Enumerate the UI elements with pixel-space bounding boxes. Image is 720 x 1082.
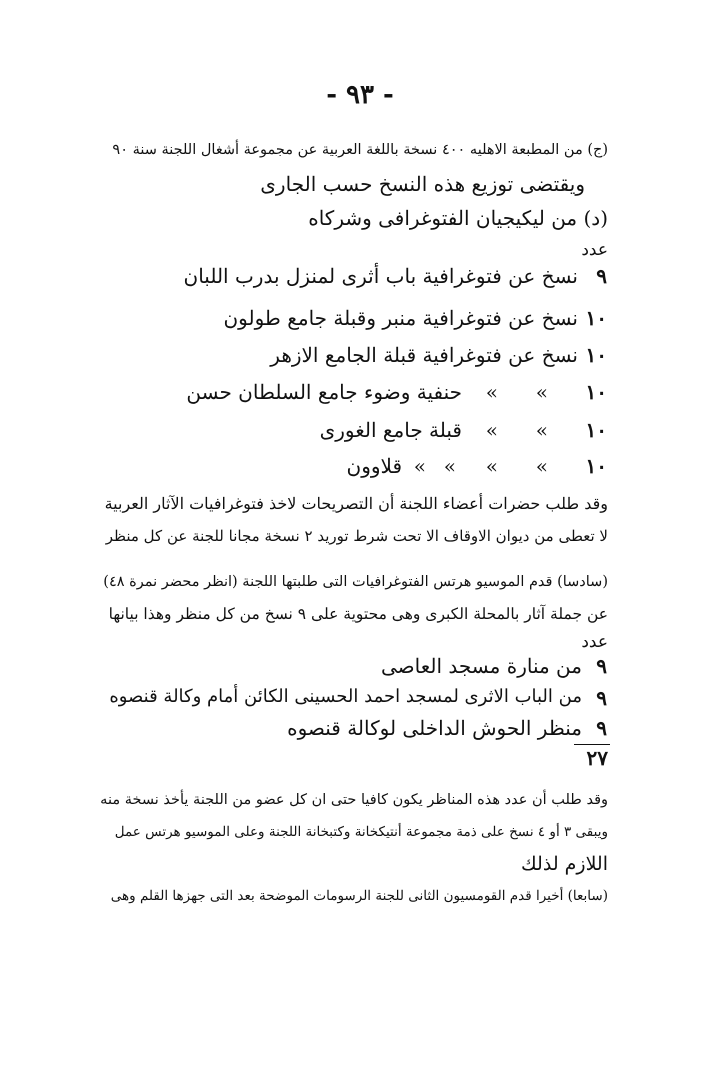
list-item-number: ٩ xyxy=(596,686,607,710)
ditto-mark: « xyxy=(485,454,498,478)
count-label-1: عدد xyxy=(581,240,608,260)
ditto-mark: « xyxy=(535,380,548,404)
total-rule xyxy=(574,744,610,745)
list-item-number: ١٠ xyxy=(585,306,607,330)
section-j-line-1: (ج) من المطبعة الاهليه ٤٠٠ نسخة باللغة العربية عن مجموعة أشغال اللجنة سنة ٩٠ xyxy=(112,142,608,158)
ditto-mark: « xyxy=(485,418,498,442)
list-item-number: ٩ xyxy=(596,264,607,288)
list-item-number: ١٠ xyxy=(585,343,607,367)
list-item-text: حنفية وضوء جامع السلطان حسن xyxy=(186,380,462,404)
list-item-number: ٩ xyxy=(596,654,607,678)
list-item-text: نسخ عن فتوغرافية قبلة الجامع الازهر xyxy=(270,343,578,367)
section-sadisan-line-1: (سادسا) قدم الموسيو هرتس الفتوغرافيات التى طلبتها اللجنة (انظر محضر نمرة ٤٨) xyxy=(103,574,608,590)
ditto-mark: « xyxy=(535,418,548,442)
section-j-line-2: ويقتضى توزيع هذه النسخ حسب الجارى xyxy=(260,172,585,196)
list-item-text: نسخ عن فتوغرافية باب أثرى لمنزل بدرب اللبان xyxy=(183,264,578,288)
list-item-number: ٩ xyxy=(596,716,607,740)
request-paragraph-line-1: وقد طلب حضرات أعضاء اللجنة أن التصريحات لاخذ فتوغرافيات الآثار العربية xyxy=(104,494,608,513)
ditto-mark: « xyxy=(443,454,456,478)
list-item-number: ١٠ xyxy=(585,418,607,442)
section-sadisan-line-2: عن جملة آثار بالمحلة الكبرى وهى محتوية على ٩ نسخ من كل منظر وهذا بيانها xyxy=(108,605,608,623)
list-item-number: ١٠ xyxy=(585,380,607,404)
list-item-text: نسخ عن فتوغرافية منبر وقبلة جامع طولون xyxy=(223,306,578,330)
list-item-text: قلاوون xyxy=(346,454,402,478)
list-item-text: من الباب الاثرى لمسجد احمد الحسينى الكائن أمام وكالة قنصوه xyxy=(109,686,582,707)
count-label-2: عدد xyxy=(581,632,608,652)
list-total: ٢٧ xyxy=(586,746,608,770)
section-d-heading: (د) من ليكيجيان الفتوغرافى وشركاه xyxy=(308,206,608,230)
ditto-mark: « xyxy=(485,380,498,404)
final-paragraph-line-2: ويبقى ٣ أو ٤ نسخ على ذمة مجموعة أنتيكخانة وكتبخانة اللجنة وعلى الموسيو هرتس عمل xyxy=(114,824,608,840)
final-paragraph-line-1: وقد طلب أن عدد هذه المناظر يكون كافيا حتى ان كل عضو من اللجنة يأخذ نسخة منه xyxy=(100,792,608,808)
final-paragraph-line-3: اللازم لذلك xyxy=(521,853,608,875)
request-paragraph-line-2: لا تعطى من ديوان الاوقاف الا تحت شرط توريد ٢ نسخة مجانا للجنة عن كل منظر xyxy=(105,527,608,545)
list-item-number: ١٠ xyxy=(585,454,607,478)
section-sabian-line-1: (سابعا) أخيرا قدم القومسيون الثانى للجنة الرسومات الموضحة بعد التى جهزها القلم وهى xyxy=(110,888,608,904)
list-item-text: من منارة مسجد العاصى xyxy=(381,654,582,678)
list-item-text: قبلة جامع الغورى xyxy=(319,418,462,442)
list-item-text: منظر الحوش الداخلى لوكالة قنصوه xyxy=(287,716,582,740)
page-number: - ٩٣ - xyxy=(326,80,394,110)
ditto-mark: « xyxy=(535,454,548,478)
ditto-mark: « xyxy=(413,454,426,478)
